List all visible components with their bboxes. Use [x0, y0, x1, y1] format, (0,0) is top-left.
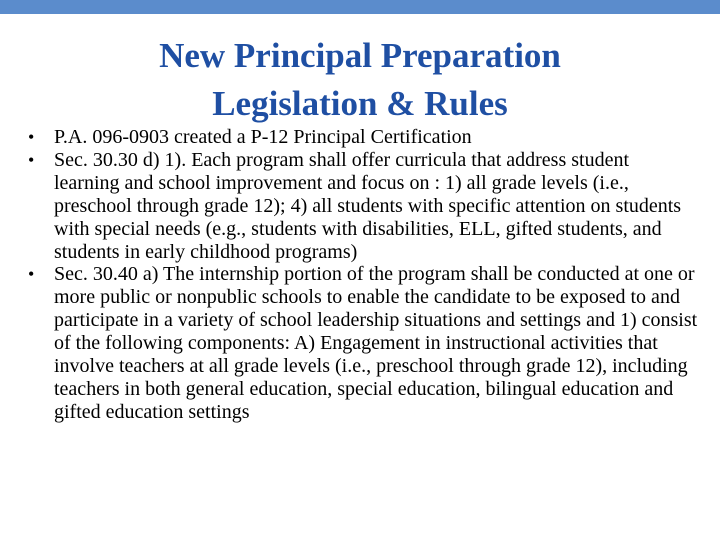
bullet-item-1	[28, 126, 698, 149]
slide-title-line-1: New Principal Preparation	[159, 36, 561, 75]
bullet-marker: •	[28, 264, 35, 285]
bullet-marker: •	[28, 127, 35, 147]
slide-top-accent-bar	[0, 0, 720, 14]
bullet-marker: •	[28, 149, 35, 170]
bullet-item-2	[28, 149, 698, 264]
slide-title-line-2: Legislation & Rules	[212, 84, 508, 123]
bullet-list	[28, 126, 698, 424]
bullet-text-3: Sec. 30.40 a) The internship portion of the program shall be conducted at one or more public or nonpublic schools to enable the candidate to be exposed to and participate in a variety of school leadership situations and settings and 1) consist of the following components: A) Engagement in instructional activities that involve teachers at all grade levels (i.e., preschool through grade 12), including teachers in both general education, special education, bilingual education and gifted education settings	[54, 263, 698, 423]
bullet-item-3	[28, 263, 698, 423]
slide-title	[60, 32, 660, 128]
bullet-text-1: P.A. 096-0903 created a P-12 Principal Certification	[54, 126, 472, 148]
bullet-text-2: Sec. 30.30 d) 1). Each program shall offer curricula that address student learning and school improvement and focus on : 1) all grade levels (i.e., preschool through grade 12); 4) all students with specific attention on students with special needs (e.g., students with disabilities, ELL, gifted students, and students in early childhood programs)	[54, 148, 682, 263]
